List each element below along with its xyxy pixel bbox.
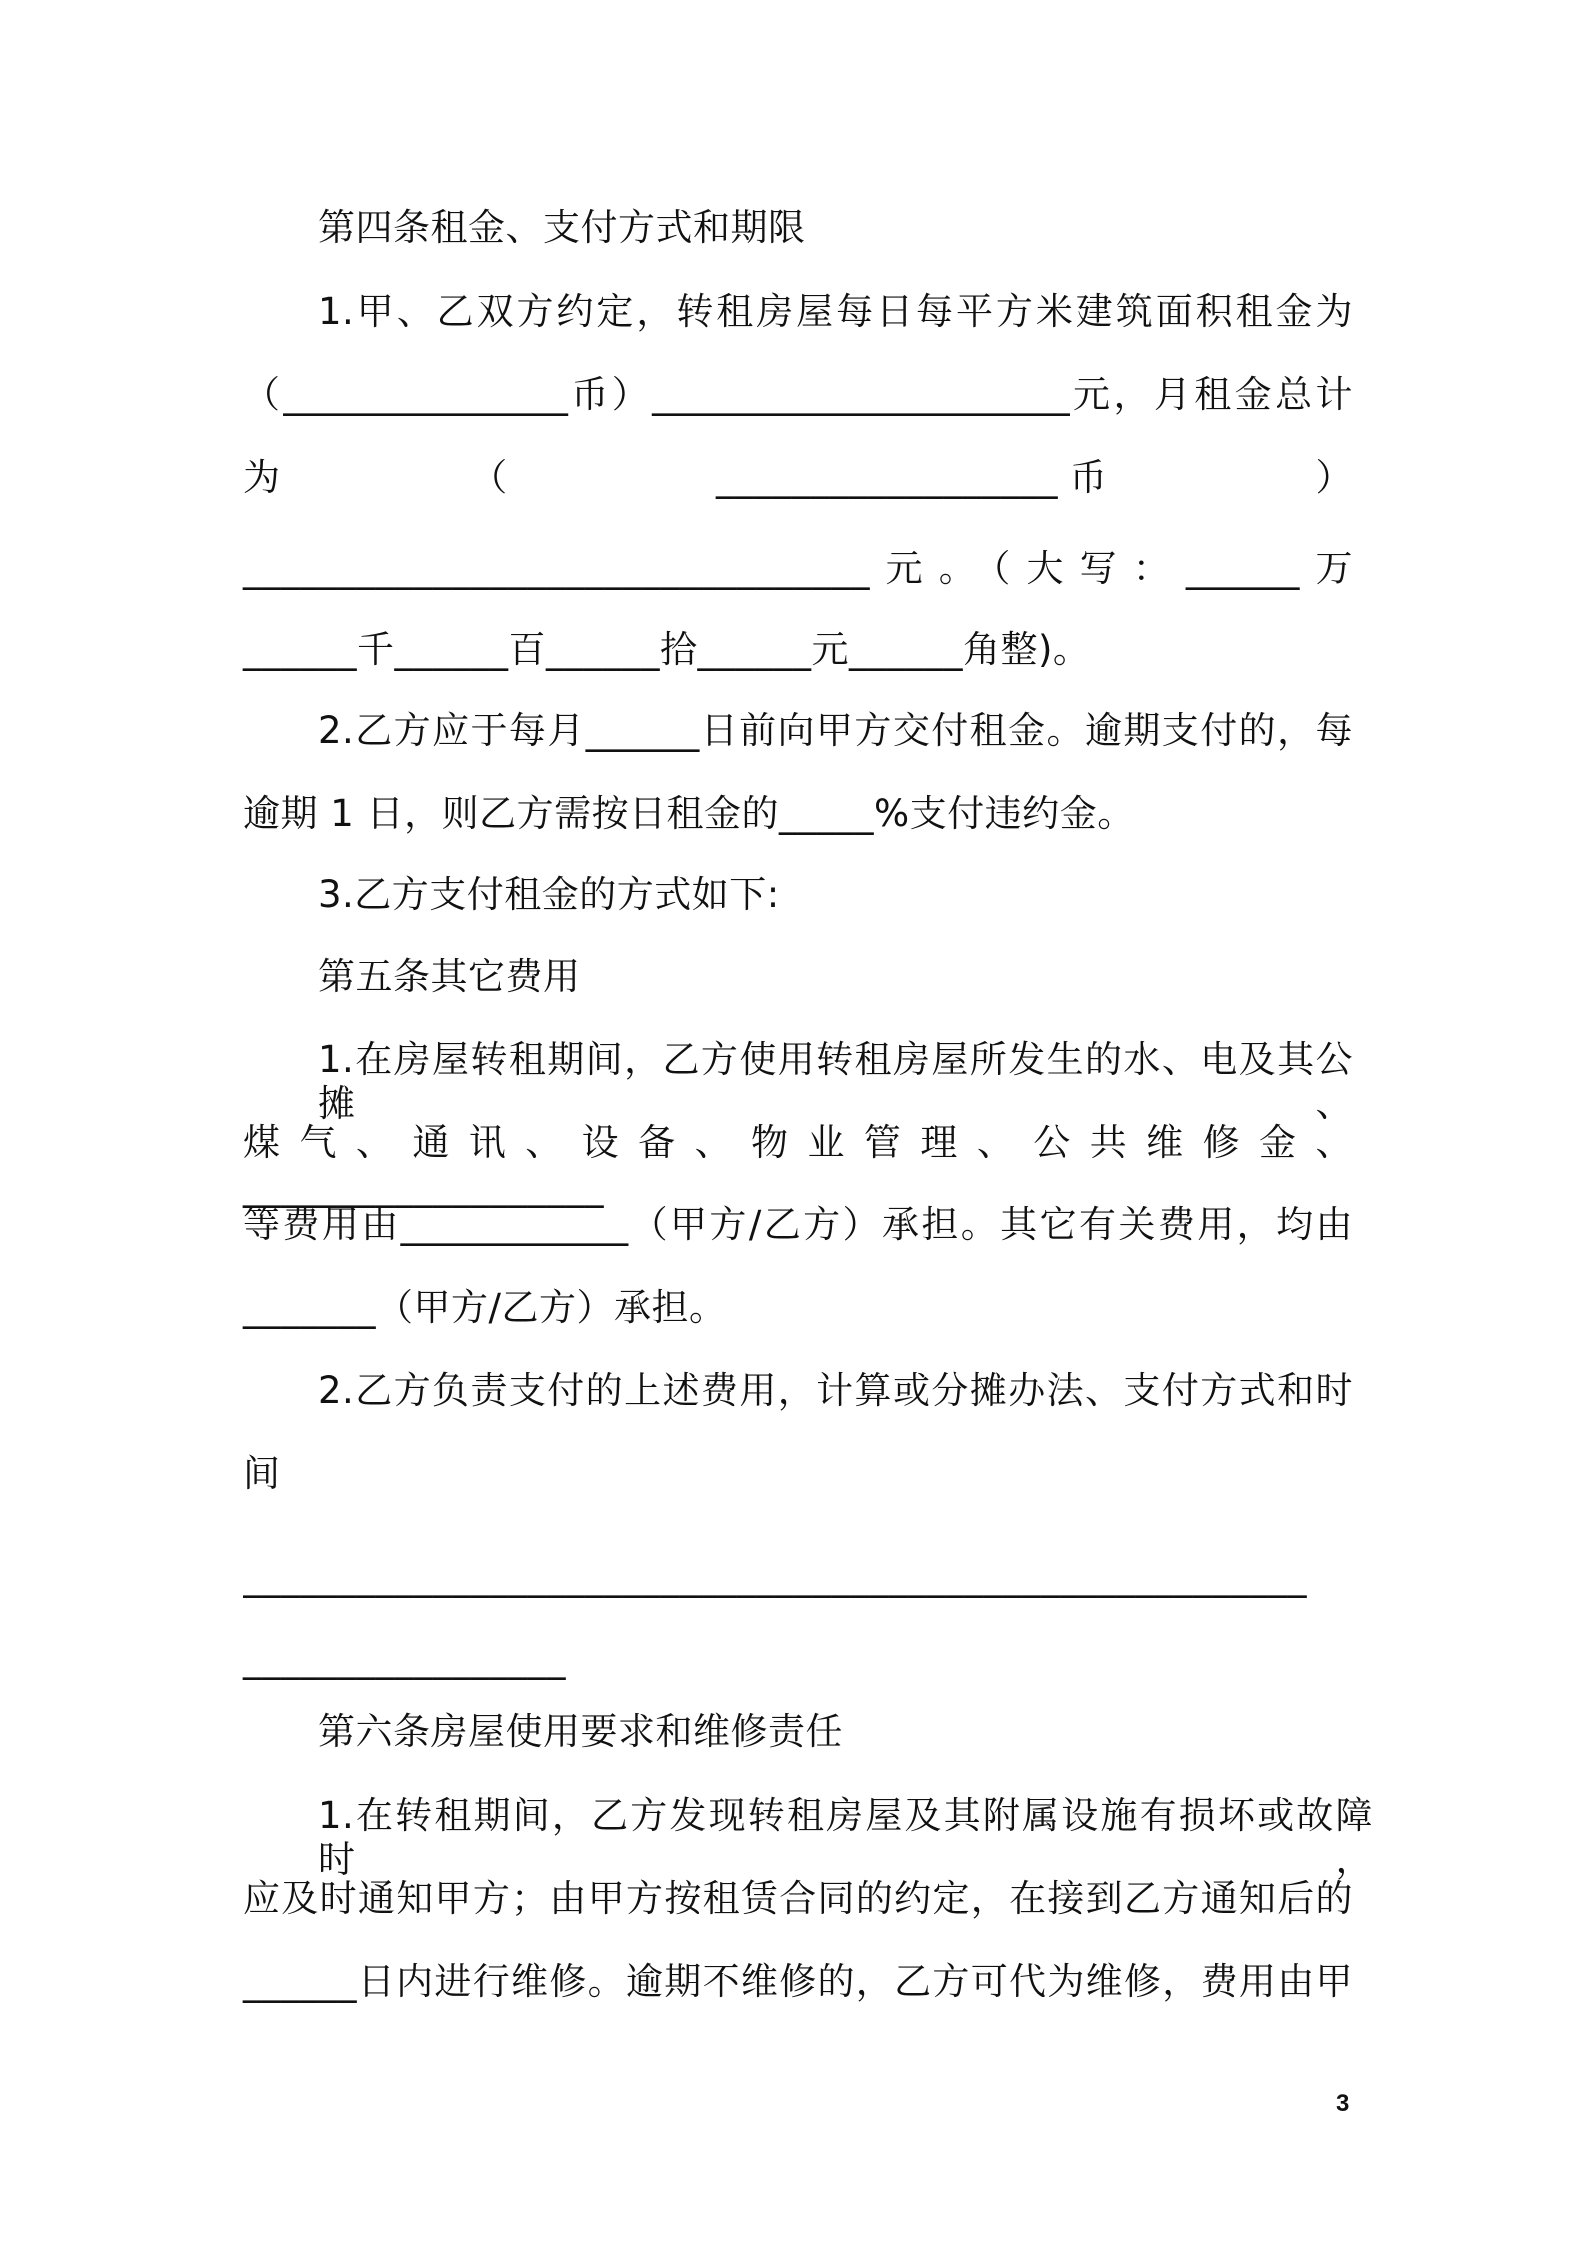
paragraph-line: _________________________________元。（大写：______万 [243, 547, 1353, 590]
paragraph-line: （_______________币）______________________元，月租金总计 [243, 373, 1353, 416]
paragraph-line: 1.在房屋转租期间，乙方使用转租房屋所发生的水、电及其公摊、 [318, 1038, 1353, 1125]
paragraph-line: 煤气、通讯、设备、物业管理、公共维修金、___________________ [243, 1121, 1353, 1208]
page-number: 3 [1336, 2090, 1350, 2117]
paragraph-line: 1.在转租期间，乙方发现转租房屋及其附属设施有损坏或故障时， [318, 1794, 1373, 1881]
paragraph-line: 3.乙方支付租金的方式如下: [318, 873, 780, 916]
article-4-heading: 第四条租金、支付方式和期限 [318, 206, 806, 249]
paragraph-line: _______（甲方/乙方）承担。 [243, 1286, 727, 1329]
paragraph-line: ______日内进行维修。逾期不维修的，乙方可代为维修，费用由甲 [243, 1960, 1353, 2003]
blank-fill-line: ________________________________________________________ [243, 1555, 1307, 1598]
paragraph-line: 为 （ __________________币 ） [243, 456, 1353, 499]
paragraph-line: ______千______百______拾______元______角整)。 [243, 628, 1091, 671]
blank-fill-line: _________________ [243, 1637, 566, 1680]
article-5-heading: 第五条其它费用 [318, 955, 581, 998]
paragraph-line: 1.甲、乙双方约定，转租房屋每日每平方米建筑面积租金为 [318, 290, 1353, 333]
paragraph-line: 2.乙方应于每月______日前向甲方交付租金。逾期支付的，每 [318, 709, 1353, 752]
article-6-heading: 第六条房屋使用要求和维修责任 [318, 1710, 843, 1753]
paragraph-line: 间 [243, 1452, 281, 1495]
paragraph-line: 等费用由____________（甲方/乙方）承担。其它有关费用，均由 [243, 1203, 1353, 1246]
paragraph-line: 应及时通知甲方；由甲方按租赁合同的约定，在接到乙方通知后的 [243, 1877, 1353, 1920]
paragraph-line: 2.乙方负责支付的上述费用，计算或分摊办法、支付方式和时 [318, 1369, 1353, 1412]
paragraph-line: 逾期 1 日，则乙方需按日租金的_____%支付违约金。 [243, 792, 1135, 835]
